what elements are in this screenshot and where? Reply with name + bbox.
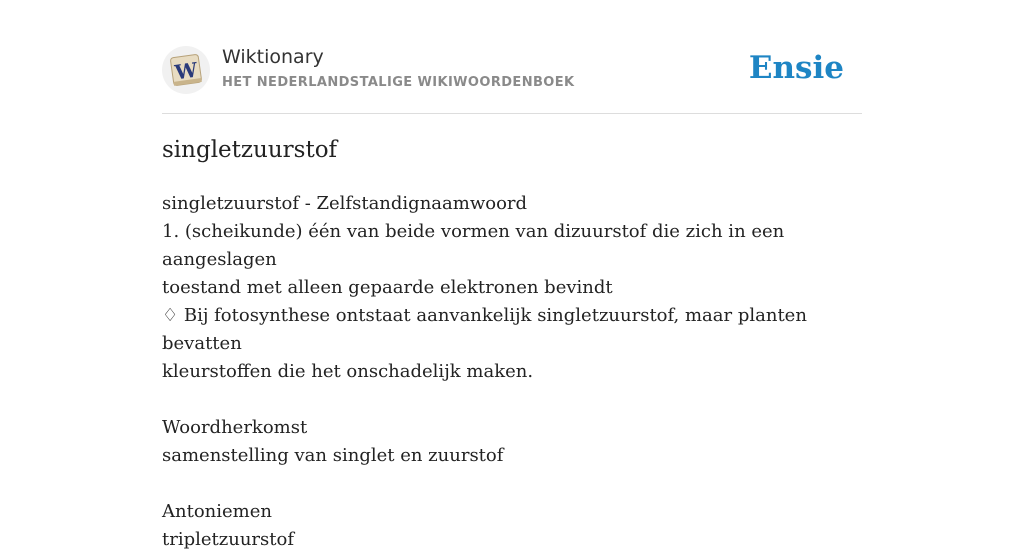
antonyms-heading: Antoniemen [162, 501, 272, 522]
example-line: ♢ Bij fotosynthese ontstaat aanvankelijk singletzuurstof, maar planten bevatten [162, 305, 807, 354]
etymology-text: samenstelling van singlet en zuurstof [162, 445, 504, 466]
spacer [162, 386, 862, 414]
definition-line: toestand met alleen gepaarde elektronen bevindt [162, 277, 613, 298]
entry-title: singletzuurstof [162, 137, 338, 163]
definition-line: 1. (scheikunde) één van beide vormen van dizuurstof die zich in een aangeslagen [162, 221, 785, 270]
page [162, 0, 862, 550]
wiktionary-logo-icon[interactable] [162, 46, 210, 94]
site-tagline: HET NEDERLANDSTALIGE WIKIWOORDENBOEK [222, 75, 575, 90]
antonyms-text: tripletzuurstof [162, 529, 295, 550]
logo-letter: W [173, 57, 199, 85]
site-header [162, 0, 862, 114]
entry-content [162, 190, 862, 554]
example-line: kleurstoffen die het onschadelijk maken. [162, 361, 534, 382]
etymology-heading: Woordherkomst [162, 417, 308, 438]
ensie-brand-link[interactable]: Ensie [748, 50, 844, 86]
spacer [162, 470, 862, 498]
site-name[interactable]: Wiktionary [222, 46, 324, 68]
headword-line: singletzuurstof - Zelfstandignaamwoord [162, 193, 528, 214]
